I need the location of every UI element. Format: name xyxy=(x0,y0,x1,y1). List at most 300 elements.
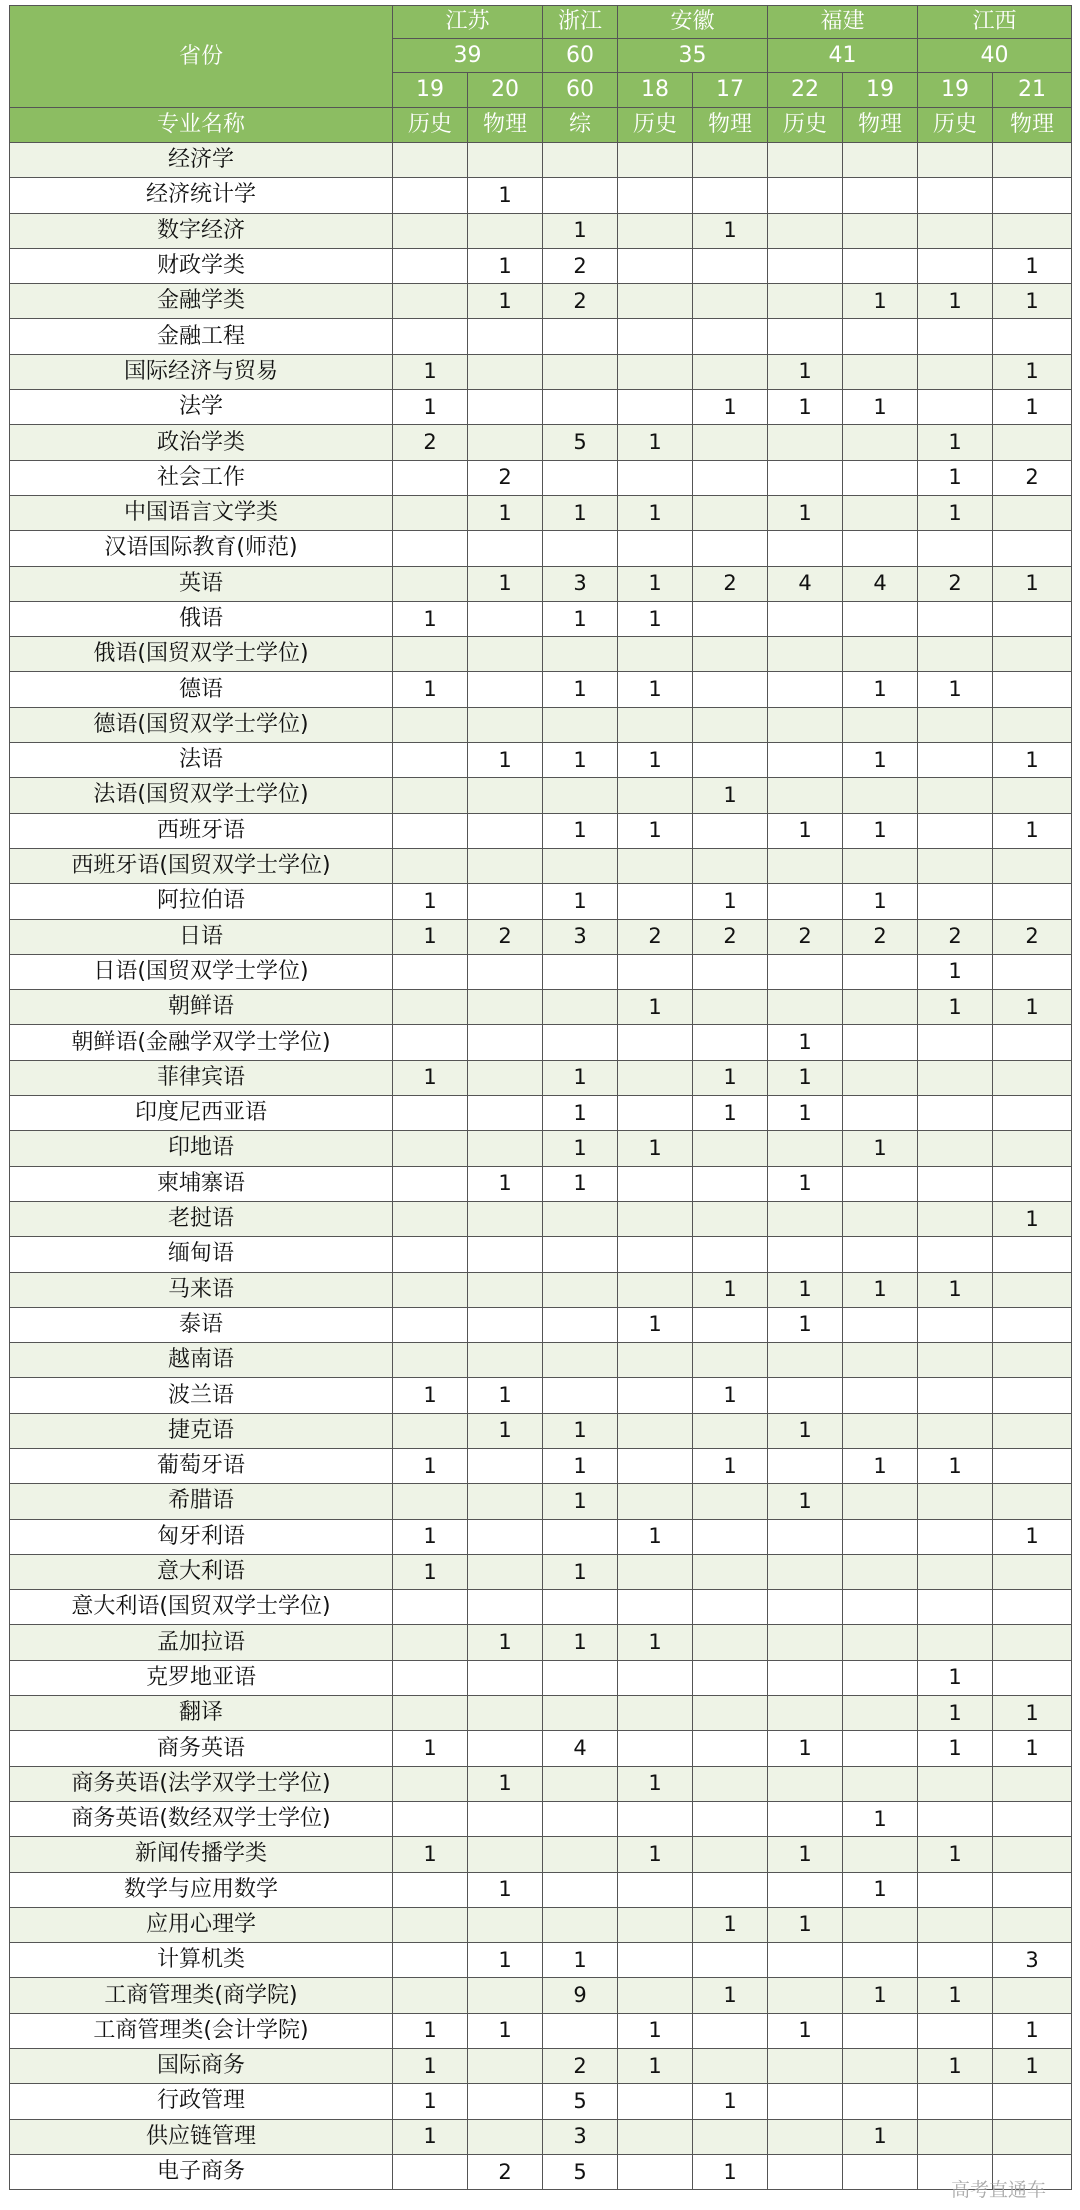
quota-cell: 1 xyxy=(918,460,993,495)
quota-cell: 1 xyxy=(768,1096,843,1131)
quota-cell xyxy=(768,954,843,989)
quota-cell: 1 xyxy=(918,672,993,707)
quota-cell xyxy=(693,2119,768,2154)
quota-cell xyxy=(693,2013,768,2048)
table-row xyxy=(10,425,1072,460)
quota-cell xyxy=(768,1943,843,1978)
quota-cell xyxy=(693,319,768,354)
quota-cell xyxy=(768,213,843,248)
quota-cell xyxy=(993,1237,1072,1272)
quota-cell xyxy=(993,707,1072,742)
quota-cell xyxy=(693,1766,768,1801)
major-name-cell: 西班牙语(国贸双学士学位) xyxy=(10,848,393,883)
province-header-cell: 省份 xyxy=(10,6,393,108)
quota-cell xyxy=(843,2013,918,2048)
quota-cell xyxy=(768,284,843,319)
quota-cell: 1 xyxy=(543,1166,618,1201)
major-name-cell: 数学与应用数学 xyxy=(10,1872,393,1907)
quota-cell: 1 xyxy=(543,1448,618,1483)
quota-cell xyxy=(543,1307,618,1342)
quota-cell: 1 xyxy=(918,495,993,530)
quota-cell: 1 xyxy=(993,743,1072,778)
quota-cell: 1 xyxy=(768,1025,843,1060)
table-row xyxy=(10,1554,1072,1589)
table-row xyxy=(10,284,1072,319)
major-name-cell: 新闻传播学类 xyxy=(10,1837,393,1872)
table-row xyxy=(10,1096,1072,1131)
major-name-cell: 汉语国际教育(师范) xyxy=(10,531,393,566)
major-name-cell: 供应链管理 xyxy=(10,2119,393,2154)
quota-cell: 1 xyxy=(693,1978,768,2013)
quota-cell xyxy=(993,1625,1072,1660)
table-row xyxy=(10,1766,1072,1801)
quota-cell: 1 xyxy=(993,990,1072,1025)
quota-cell xyxy=(618,1343,693,1378)
quota-cell xyxy=(918,1590,993,1625)
quota-cell xyxy=(843,1166,918,1201)
quota-cell xyxy=(918,637,993,672)
quota-cell xyxy=(468,813,543,848)
quota-cell: 2 xyxy=(918,919,993,954)
quota-cell: 1 xyxy=(543,813,618,848)
table-row xyxy=(10,213,1072,248)
table-row xyxy=(10,954,1072,989)
quota-cell xyxy=(468,1307,543,1342)
quota-cell: 2 xyxy=(543,284,618,319)
major-name-cell: 工商管理类(会计学院) xyxy=(10,2013,393,2048)
table-row xyxy=(10,248,1072,283)
quota-cell xyxy=(543,990,618,1025)
quota-cell: 1 xyxy=(918,1978,993,2013)
table-row xyxy=(10,1590,1072,1625)
quota-cell: 1 xyxy=(543,1943,618,1978)
quota-cell xyxy=(993,1801,1072,1836)
quota-cell xyxy=(468,2119,543,2154)
quota-cell xyxy=(543,1343,618,1378)
quota-cell: 1 xyxy=(918,954,993,989)
province-name-row xyxy=(10,6,1072,39)
quota-cell: 1 xyxy=(468,1625,543,1660)
quota-cell: 2 xyxy=(918,566,993,601)
province-total-anhui: 35 xyxy=(618,39,768,73)
quota-cell xyxy=(693,1837,768,1872)
table-row xyxy=(10,1731,1072,1766)
quota-cell xyxy=(918,1907,993,1942)
quota-cell xyxy=(693,743,768,778)
quota-cell xyxy=(768,1766,843,1801)
quota-cell xyxy=(693,1484,768,1519)
quota-cell: 1 xyxy=(468,284,543,319)
quota-cell xyxy=(768,1696,843,1731)
quota-cell xyxy=(618,1554,693,1589)
quota-cell xyxy=(618,954,693,989)
quota-cell xyxy=(618,1484,693,1519)
quota-cell: 1 xyxy=(693,213,768,248)
quota-cell: 1 xyxy=(393,919,468,954)
quota-cell xyxy=(993,178,1072,213)
quota-cell: 1 xyxy=(693,1448,768,1483)
quota-cell xyxy=(693,1696,768,1731)
quota-cell xyxy=(618,248,693,283)
major-name-cell: 中国语言文学类 xyxy=(10,495,393,530)
quota-cell xyxy=(993,1978,1072,2013)
quota-cell xyxy=(918,848,993,883)
quota-cell xyxy=(768,990,843,1025)
quota-cell xyxy=(843,2084,918,2119)
quota-cell xyxy=(918,1166,993,1201)
quota-cell xyxy=(393,1237,468,1272)
table-row xyxy=(10,319,1072,354)
table-row xyxy=(10,672,1072,707)
quota-cell xyxy=(918,2119,993,2154)
quota-cell: 1 xyxy=(993,813,1072,848)
quota-cell: 1 xyxy=(393,1731,468,1766)
major-name-cell: 财政学类 xyxy=(10,248,393,283)
quota-cell xyxy=(768,319,843,354)
quota-cell xyxy=(543,1907,618,1942)
major-name-cell: 孟加拉语 xyxy=(10,1625,393,1660)
quota-cell xyxy=(618,319,693,354)
table-row xyxy=(10,707,1072,742)
province-name-fujian: 福建 xyxy=(768,6,918,39)
quota-cell xyxy=(843,1943,918,1978)
quota-cell: 1 xyxy=(768,1307,843,1342)
quota-cell xyxy=(918,813,993,848)
quota-cell: 1 xyxy=(693,1272,768,1307)
quota-cell xyxy=(693,248,768,283)
quota-cell xyxy=(768,1554,843,1589)
quota-cell: 1 xyxy=(618,1625,693,1660)
quota-cell: 1 xyxy=(393,2049,468,2084)
quota-cell xyxy=(768,1131,843,1166)
quota-cell: 1 xyxy=(393,1837,468,1872)
column-subject: 物理 xyxy=(468,108,543,143)
table-row xyxy=(10,531,1072,566)
quota-cell: 1 xyxy=(843,884,918,919)
quota-cell: 1 xyxy=(918,1448,993,1483)
major-name-cell: 德语(国贸双学士学位) xyxy=(10,707,393,742)
quota-cell xyxy=(768,707,843,742)
quota-cell xyxy=(693,1519,768,1554)
quota-cell xyxy=(543,1872,618,1907)
quota-cell xyxy=(918,1943,993,1978)
major-name-cell: 法学 xyxy=(10,390,393,425)
quota-cell xyxy=(618,1731,693,1766)
quota-cell xyxy=(618,1413,693,1448)
table-row xyxy=(10,460,1072,495)
quota-cell xyxy=(468,531,543,566)
column-subject: 物理 xyxy=(993,108,1072,143)
quota-cell xyxy=(393,1590,468,1625)
province-name-zhejiang: 浙江 xyxy=(543,6,618,39)
quota-cell: 2 xyxy=(618,919,693,954)
quota-cell xyxy=(993,601,1072,636)
quota-cell xyxy=(393,1907,468,1942)
quota-cell: 1 xyxy=(618,566,693,601)
major-name-cell: 柬埔寨语 xyxy=(10,1166,393,1201)
quota-cell xyxy=(768,178,843,213)
table-row xyxy=(10,2049,1072,2084)
quota-cell xyxy=(468,1237,543,1272)
table-row xyxy=(10,1025,1072,1060)
quota-cell: 1 xyxy=(693,1096,768,1131)
quota-cell xyxy=(393,1766,468,1801)
quota-cell xyxy=(918,1378,993,1413)
quota-cell xyxy=(693,672,768,707)
quota-cell xyxy=(693,531,768,566)
quota-cell xyxy=(843,354,918,389)
major-name-cell: 金融学类 xyxy=(10,284,393,319)
quota-cell: 1 xyxy=(918,1731,993,1766)
quota-cell: 3 xyxy=(543,919,618,954)
quota-cell xyxy=(768,848,843,883)
quota-cell: 1 xyxy=(543,1484,618,1519)
quota-cell: 1 xyxy=(468,1872,543,1907)
table-row xyxy=(10,1378,1072,1413)
quota-cell: 1 xyxy=(543,1413,618,1448)
quota-cell xyxy=(618,1237,693,1272)
quota-cell xyxy=(543,390,618,425)
quota-cell xyxy=(693,1943,768,1978)
table-row xyxy=(10,143,1072,178)
quota-cell xyxy=(918,2013,993,2048)
quota-cell xyxy=(918,1519,993,1554)
quota-cell xyxy=(393,1025,468,1060)
quota-cell: 1 xyxy=(693,2154,768,2189)
major-name-cell: 经济统计学 xyxy=(10,178,393,213)
column-count: 19 xyxy=(918,73,993,108)
quota-cell: 1 xyxy=(618,2013,693,2048)
major-name-cell: 工商管理类(商学院) xyxy=(10,1978,393,2013)
quota-cell xyxy=(918,1625,993,1660)
quota-cell xyxy=(468,425,543,460)
quota-cell: 9 xyxy=(543,1978,618,2013)
quota-cell xyxy=(768,601,843,636)
quota-cell: 1 xyxy=(618,425,693,460)
quota-cell: 1 xyxy=(393,354,468,389)
major-name-cell: 翻译 xyxy=(10,1696,393,1731)
quota-cell xyxy=(393,1272,468,1307)
major-name-cell: 政治学类 xyxy=(10,425,393,460)
quota-cell xyxy=(768,531,843,566)
quota-cell xyxy=(993,1766,1072,1801)
quota-cell xyxy=(693,460,768,495)
column-count: 20 xyxy=(468,73,543,108)
quota-cell xyxy=(393,1201,468,1236)
province-name-jiangsu: 江苏 xyxy=(393,6,543,39)
quota-cell xyxy=(618,884,693,919)
quota-cell xyxy=(843,178,918,213)
quota-cell xyxy=(618,1272,693,1307)
quota-cell xyxy=(393,1413,468,1448)
quota-cell xyxy=(768,884,843,919)
quota-cell xyxy=(843,460,918,495)
quota-cell: 2 xyxy=(843,919,918,954)
quota-cell xyxy=(468,143,543,178)
quota-cell xyxy=(468,1696,543,1731)
enrollment-quota-table xyxy=(9,5,1072,2190)
quota-cell: 1 xyxy=(468,566,543,601)
quota-cell: 1 xyxy=(993,248,1072,283)
major-name-cell: 马来语 xyxy=(10,1272,393,1307)
column-count: 60 xyxy=(543,73,618,108)
column-count: 18 xyxy=(618,73,693,108)
quota-cell xyxy=(468,884,543,919)
quota-cell xyxy=(468,213,543,248)
quota-cell: 1 xyxy=(768,495,843,530)
quota-cell xyxy=(918,2084,993,2119)
quota-cell xyxy=(843,1378,918,1413)
table-row xyxy=(10,1837,1072,1872)
table-row xyxy=(10,1801,1072,1836)
table-row xyxy=(10,1872,1072,1907)
quota-cell xyxy=(993,1907,1072,1942)
quota-cell xyxy=(918,1307,993,1342)
quota-cell xyxy=(393,848,468,883)
quota-cell: 3 xyxy=(543,2119,618,2154)
quota-cell: 1 xyxy=(468,1766,543,1801)
quota-cell: 1 xyxy=(693,778,768,813)
quota-cell: 1 xyxy=(468,1943,543,1978)
quota-cell xyxy=(993,1343,1072,1378)
quota-cell: 1 xyxy=(543,495,618,530)
quota-cell: 1 xyxy=(693,1378,768,1413)
major-name-cell: 希腊语 xyxy=(10,1484,393,1519)
quota-cell: 1 xyxy=(468,1378,543,1413)
quota-cell: 1 xyxy=(618,1837,693,1872)
quota-cell xyxy=(768,1801,843,1836)
quota-cell xyxy=(468,1025,543,1060)
quota-cell xyxy=(618,390,693,425)
major-name-cell: 俄语(国贸双学士学位) xyxy=(10,637,393,672)
quota-cell xyxy=(843,531,918,566)
quota-cell xyxy=(768,460,843,495)
quota-cell xyxy=(993,495,1072,530)
quota-cell: 1 xyxy=(843,1801,918,1836)
quota-cell xyxy=(918,1766,993,1801)
quota-cell: 1 xyxy=(993,1731,1072,1766)
quota-cell xyxy=(918,248,993,283)
quota-cell xyxy=(543,460,618,495)
province-total-jiangxi: 40 xyxy=(918,39,1072,73)
quota-cell: 1 xyxy=(468,743,543,778)
quota-cell: 1 xyxy=(768,1166,843,1201)
quota-cell xyxy=(993,778,1072,813)
quota-cell xyxy=(843,848,918,883)
quota-cell xyxy=(468,1272,543,1307)
quota-cell xyxy=(993,848,1072,883)
quota-cell xyxy=(993,1872,1072,1907)
quota-cell xyxy=(468,354,543,389)
quota-cell: 1 xyxy=(843,284,918,319)
quota-cell xyxy=(618,2154,693,2189)
quota-cell xyxy=(393,1166,468,1201)
quota-cell: 1 xyxy=(543,601,618,636)
quota-cell xyxy=(618,778,693,813)
quota-cell xyxy=(468,1131,543,1166)
quota-cell xyxy=(993,1166,1072,1201)
quota-cell xyxy=(993,1096,1072,1131)
quota-cell xyxy=(843,1096,918,1131)
quota-cell xyxy=(468,990,543,1025)
quota-cell xyxy=(993,1837,1072,1872)
quota-cell xyxy=(393,743,468,778)
quota-cell xyxy=(693,990,768,1025)
quota-cell xyxy=(843,2049,918,2084)
table-row xyxy=(10,1625,1072,1660)
major-name-cell: 行政管理 xyxy=(10,2084,393,2119)
quota-cell xyxy=(543,531,618,566)
quota-cell: 1 xyxy=(468,2013,543,2048)
quota-cell xyxy=(393,813,468,848)
quota-cell xyxy=(393,284,468,319)
quota-cell xyxy=(618,1801,693,1836)
major-name-cell: 英语 xyxy=(10,566,393,601)
quota-cell xyxy=(393,178,468,213)
major-name-cell: 越南语 xyxy=(10,1343,393,1378)
quota-cell xyxy=(543,1201,618,1236)
quota-cell xyxy=(693,1307,768,1342)
quota-cell xyxy=(393,566,468,601)
quota-cell xyxy=(618,531,693,566)
quota-cell: 1 xyxy=(768,390,843,425)
quota-cell: 1 xyxy=(468,495,543,530)
quota-cell: 2 xyxy=(993,919,1072,954)
quota-cell xyxy=(393,707,468,742)
quota-cell: 1 xyxy=(768,354,843,389)
quota-cell xyxy=(543,143,618,178)
column-count: 19 xyxy=(843,73,918,108)
quota-cell: 1 xyxy=(768,813,843,848)
quota-cell xyxy=(468,1096,543,1131)
major-name-cell: 社会工作 xyxy=(10,460,393,495)
quota-cell: 1 xyxy=(993,1696,1072,1731)
quota-cell xyxy=(393,531,468,566)
table-row xyxy=(10,2084,1072,2119)
table-row xyxy=(10,1343,1072,1378)
quota-cell: 1 xyxy=(618,743,693,778)
quota-cell: 1 xyxy=(993,284,1072,319)
quota-cell xyxy=(468,319,543,354)
quota-cell xyxy=(543,1237,618,1272)
quota-cell xyxy=(393,460,468,495)
quota-cell xyxy=(993,213,1072,248)
quota-cell xyxy=(993,2119,1072,2154)
quota-cell: 1 xyxy=(918,1272,993,1307)
quota-cell: 1 xyxy=(393,601,468,636)
quota-cell xyxy=(693,143,768,178)
quota-cell xyxy=(543,1590,618,1625)
quota-cell xyxy=(543,1025,618,1060)
quota-cell xyxy=(918,319,993,354)
quota-cell xyxy=(693,1554,768,1589)
major-name-cell: 老挝语 xyxy=(10,1201,393,1236)
major-name-cell: 法语 xyxy=(10,743,393,778)
quota-cell xyxy=(468,2084,543,2119)
quota-cell xyxy=(543,1519,618,1554)
table-row xyxy=(10,1660,1072,1695)
quota-cell: 1 xyxy=(918,1837,993,1872)
table-row xyxy=(10,2154,1072,2189)
quota-cell: 1 xyxy=(843,1131,918,1166)
quota-cell xyxy=(693,178,768,213)
quota-cell xyxy=(843,1307,918,1342)
quota-cell: 5 xyxy=(543,425,618,460)
quota-cell xyxy=(393,1625,468,1660)
quota-cell xyxy=(843,1696,918,1731)
quota-cell xyxy=(918,601,993,636)
quota-cell xyxy=(618,354,693,389)
